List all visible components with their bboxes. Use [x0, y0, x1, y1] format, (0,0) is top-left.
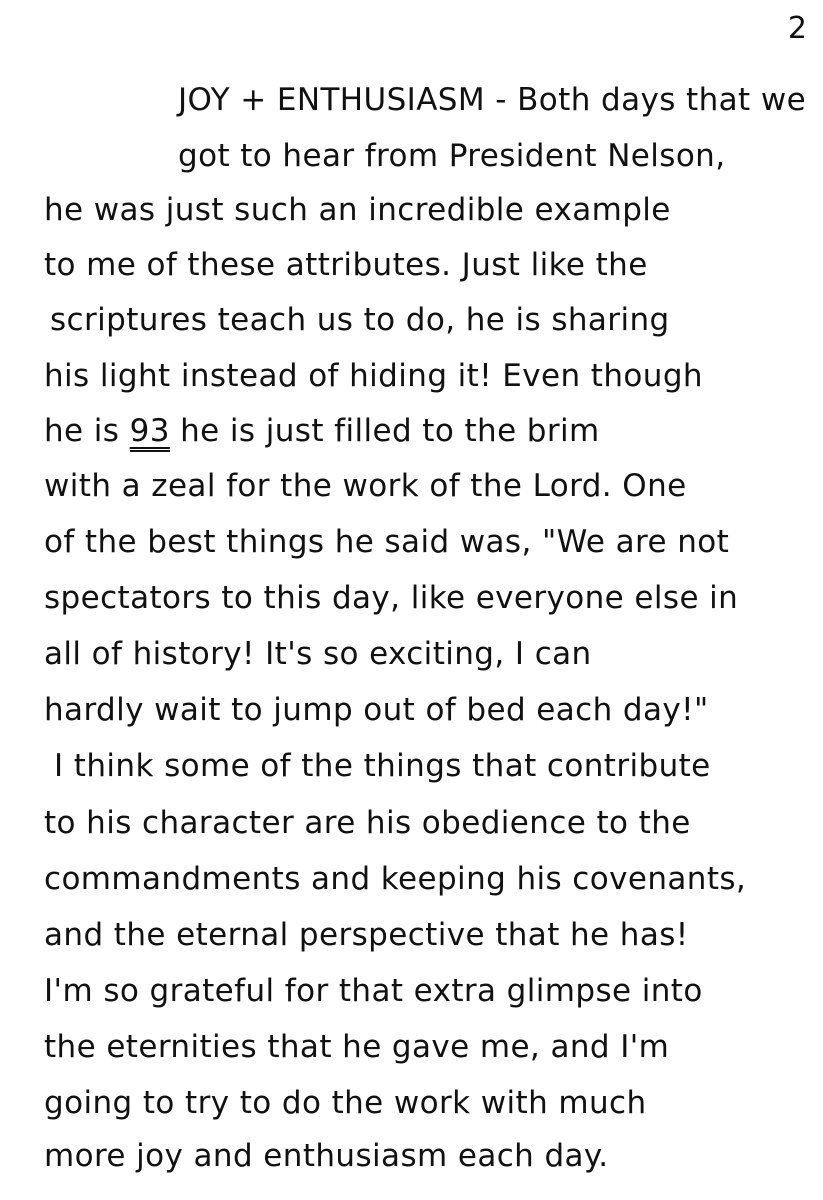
- text-line-11: all of history! It's so exciting, I can: [44, 636, 592, 672]
- text-line-16: and the eternal perspective that he has!: [44, 917, 689, 953]
- text-line-7-end: he is just filled to the brim: [180, 413, 600, 449]
- text-line-19: going to try to do the work with much: [44, 1085, 647, 1121]
- age-underlined: 93: [130, 413, 170, 452]
- text-line-7-start: he is: [44, 413, 120, 449]
- text-line-7: [44, 411, 600, 451]
- text-line-14: to his character are his obedience to the: [44, 805, 691, 841]
- text-line-1: JOY + ENTHUSIASM - Both days that we: [178, 82, 807, 118]
- text-line-20: more joy and enthusiasm each day.: [44, 1138, 609, 1174]
- text-line-2: got to hear from President Nelson,: [178, 138, 726, 174]
- text-line-3: he was just such an incredible example: [44, 192, 671, 228]
- text-line-9: of the best things he said was, "We are not: [44, 524, 730, 560]
- text-line-10: spectators to this day, like everyone else in: [44, 580, 739, 616]
- text-line-8: with a zeal for the work of the Lord. One: [44, 468, 687, 504]
- text-line-12: hardly wait to jump out of bed each day!": [44, 692, 709, 728]
- text-line-5: scriptures teach us to do, he is sharing: [50, 302, 670, 338]
- text-line-15: commandments and keeping his covenants,: [44, 861, 747, 897]
- text-line-4: to me of these attributes. Just like the: [44, 247, 648, 283]
- text-line-17: I'm so grateful for that extra glimpse into: [44, 973, 703, 1009]
- page-number: 2: [787, 11, 807, 46]
- text-line-13: I think some of the things that contribute: [54, 748, 711, 784]
- text-line-18: the eternities that he gave me, and I'm: [44, 1029, 670, 1065]
- text-line-6: his light instead of hiding it! Even though: [44, 358, 703, 394]
